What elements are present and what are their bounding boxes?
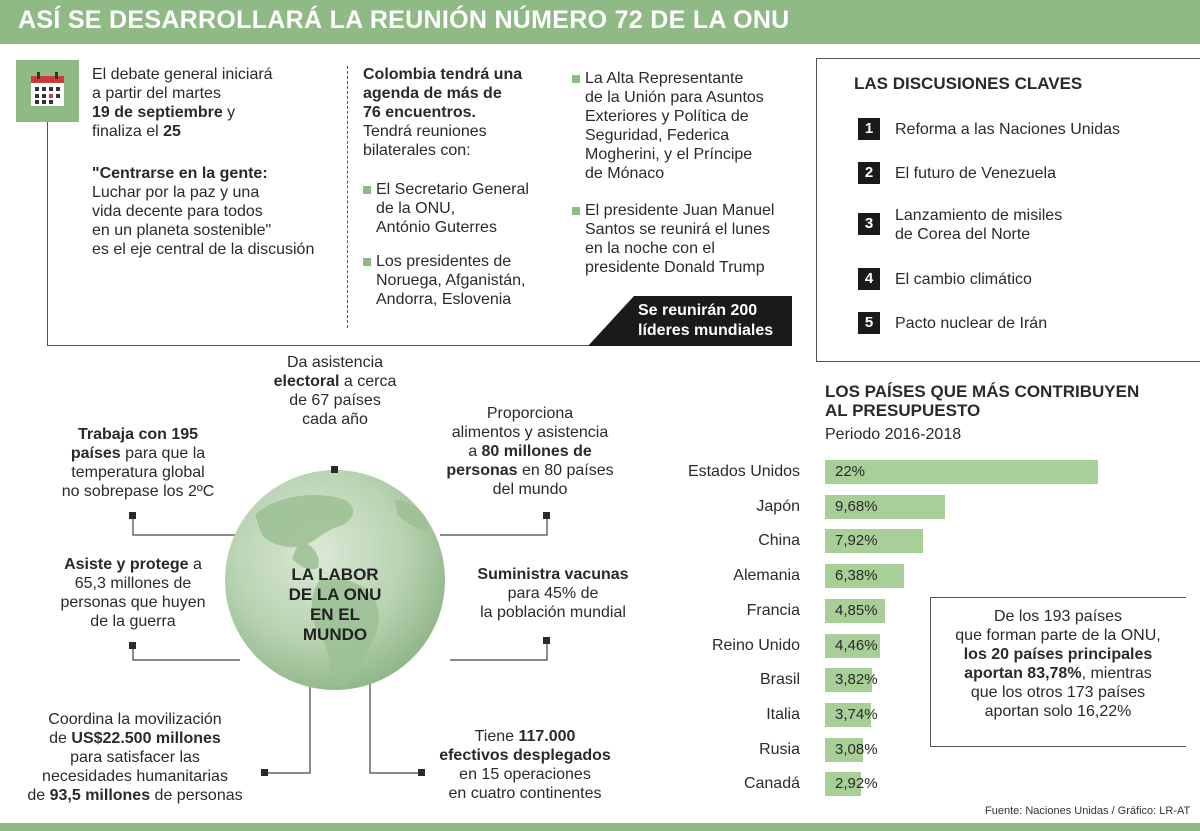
bar — [825, 634, 880, 658]
list-item-line: Noruega, Afganistán, — [376, 272, 526, 289]
fact-rest: de personas — [150, 787, 243, 804]
quote-line: es el eje central de la discusión — [92, 241, 315, 258]
list-item-line: de la Unión para Asuntos — [585, 89, 764, 106]
fact-rest: a — [468, 443, 482, 460]
agenda-line: agenda de más de — [363, 85, 502, 102]
budget-title-line: AL PRESUPUESTO — [825, 401, 981, 420]
fact-rest: para que la — [120, 445, 206, 462]
fact-line: efectivos desplegados — [439, 747, 611, 764]
agenda-line: Colombia tendrá una — [363, 66, 523, 83]
source-credit: Fuente: Naciones Unidas / Gráfico: LR-AT — [985, 805, 1191, 817]
debate-line-rest: y — [222, 104, 236, 121]
bar-value-label: 7,92% — [835, 532, 878, 550]
bar — [825, 495, 945, 519]
fact-refugees — [38, 555, 228, 631]
theme-quote — [92, 164, 342, 259]
list-item — [585, 69, 805, 183]
discussion-line: de Corea del Norte — [895, 226, 1031, 243]
fact-line — [255, 372, 415, 391]
fact-line: para satisfacer las — [70, 749, 200, 766]
fact-line — [10, 786, 260, 805]
budget-note — [933, 607, 1183, 721]
bullet-icon — [363, 186, 371, 194]
globe-label-line: DE LA ONU — [288, 585, 382, 604]
bar-value-label: 3,08% — [835, 740, 878, 758]
fact-bold: 117.000 — [518, 728, 576, 745]
discussion-line: Lanzamiento de misiles — [895, 207, 1063, 224]
note-line — [933, 664, 1183, 683]
fact-line: personas que huyen — [60, 594, 206, 611]
fact-rest: Tiene — [474, 728, 519, 745]
fact-line: cada año — [302, 411, 368, 428]
list-item — [376, 180, 556, 237]
fact-bold: 93,5 millones — [49, 787, 151, 804]
discussion-number-5: 5 — [858, 312, 880, 334]
quote-line: Luchar por la paz y una — [92, 184, 260, 201]
list-item-line: António Guterres — [376, 219, 497, 236]
fact-line: no sobrepase los 2ºC — [61, 483, 215, 500]
fact-rest: a — [188, 556, 202, 573]
bar — [825, 599, 885, 623]
bar-value-label: 22% — [835, 463, 866, 480]
fact-line: en cuatro continentes — [448, 785, 602, 802]
fact-line — [425, 727, 625, 746]
fact-rest: a cerca — [339, 373, 397, 390]
bar — [825, 460, 1098, 484]
fact-line — [48, 444, 228, 463]
fact-rest: de — [49, 730, 72, 747]
list-item-line: Mogherini, y el Príncipe — [585, 146, 753, 163]
discussion-number-3: 3 — [858, 213, 880, 235]
fact-line — [430, 442, 630, 461]
fact-humanitarian — [10, 710, 260, 805]
list-item-line: presidente Donald Trump — [585, 259, 765, 276]
list-item-line: Andorra, Eslovenia — [376, 291, 512, 308]
bar-category-label: Alemania — [733, 567, 800, 585]
globe-label-line: EN EL MUNDO — [302, 605, 368, 644]
bar — [825, 564, 904, 588]
fact-line: para 45% de — [507, 585, 599, 602]
discussion-line: El futuro de Venezuela — [895, 165, 1057, 182]
bar-category-label: Brasil — [759, 671, 800, 689]
fact-line: Trabaja con 195 — [77, 426, 199, 443]
debate-line-pre: finaliza el — [92, 123, 164, 140]
globe-label-line: LA LABOR — [291, 565, 379, 584]
bar-value-label: 4,85% — [835, 601, 878, 619]
list-item-line: Los presidentes de — [376, 253, 512, 270]
agenda-line: 76 encuentros. — [363, 104, 476, 121]
fact-rest: de — [27, 787, 50, 804]
bar-category-label: Francia — [746, 601, 800, 619]
bar-category-label: Japón — [756, 497, 800, 515]
bullet-icon — [363, 258, 371, 266]
fact-electoral — [255, 353, 415, 429]
discussion-number-2: 2 — [858, 162, 880, 184]
list-item-line: Santos se reunirá el lunes — [585, 221, 770, 238]
budget-subtitle: Periodo 2016-2018 — [825, 426, 962, 443]
bar-value-label: 4,46% — [835, 636, 878, 654]
list-item-line: de la ONU, — [376, 200, 456, 217]
discussion-number-4: 4 — [858, 268, 880, 290]
fact-line — [10, 729, 260, 748]
discussion-line: Pacto nuclear de Irán — [895, 315, 1048, 332]
bar-category-label: Canadá — [743, 775, 800, 793]
fact-rest: en 80 países — [517, 462, 614, 479]
fact-line: de 67 países — [289, 392, 381, 409]
fact-line: Coordina la movilización — [48, 711, 222, 728]
bar — [825, 668, 878, 692]
page-title: ASÍ SE DESARROLLARÁ LA REUNIÓN NÚMERO 72 DE LA ONU — [18, 6, 790, 34]
list-item — [585, 201, 805, 277]
fact-bold: electoral — [273, 373, 340, 390]
quote-line: "Centrarse en la gente: — [92, 165, 268, 182]
debate-info — [92, 65, 342, 141]
bar-category-label: Italia — [766, 705, 800, 723]
start-date: 19 de septiembre — [92, 104, 223, 121]
bar-category-label: Reino Unido — [711, 636, 800, 654]
fact-line: del mundo — [492, 481, 568, 498]
fact-line: en 15 operaciones — [459, 766, 591, 783]
list-item-line: El presidente Juan Manuel — [585, 202, 775, 219]
bar-category-label: Rusia — [759, 740, 800, 758]
bar — [825, 772, 878, 796]
discussion-item — [895, 314, 1047, 333]
fact-food — [430, 404, 630, 499]
fact-line: la población mundial — [480, 604, 626, 621]
list-item-line: El Secretario General — [376, 181, 529, 198]
fact-climate — [48, 425, 228, 501]
note-line: De los 193 países — [993, 608, 1123, 625]
fact-line — [38, 555, 228, 574]
quote-line: en un planeta sostenible" — [92, 222, 272, 239]
fact-line: Da asistencia — [286, 354, 384, 371]
discussion-line: El cambio climático — [895, 271, 1032, 288]
bar-category-label: Estados Unidos — [687, 463, 800, 480]
fact-bold: 80 millones de — [481, 443, 592, 460]
fact-line: 65,3 millones de — [74, 575, 192, 592]
calendar-icon — [16, 60, 79, 122]
dashed-divider — [347, 66, 348, 328]
note-rest: , mientras — [1081, 665, 1152, 682]
bullet-icon — [572, 207, 580, 215]
note-line: aportan solo 16,22% — [984, 703, 1132, 720]
debate-line: a partir del martes — [92, 85, 221, 102]
fact-bold: Asiste y protege — [64, 556, 189, 573]
bar — [825, 738, 878, 762]
bar-value-label: 2,92% — [835, 775, 878, 793]
frame-line-vertical — [47, 120, 48, 346]
fact-line: Suministra vacunas — [477, 566, 629, 583]
bar-value-label: 9,68% — [835, 497, 878, 515]
debate-start-date — [92, 103, 342, 122]
fact-bold: países — [70, 445, 121, 462]
bar — [825, 529, 923, 553]
discussion-item — [895, 206, 1062, 244]
fact-line — [430, 461, 630, 480]
budget-title — [825, 382, 1139, 420]
fact-line: alimentos y asistencia — [451, 424, 609, 441]
globe-label — [280, 565, 390, 645]
list-item-line: Exteriores y Política de — [585, 108, 749, 125]
bar-value-label: 3,74% — [835, 705, 878, 723]
leaders-line: líderes mundiales — [638, 322, 774, 339]
agenda-line: Tendrá reuniones — [363, 123, 487, 140]
leaders-badge — [588, 296, 792, 346]
fact-line: temperatura global — [71, 464, 205, 481]
list-item-line: de Mónaco — [585, 165, 665, 182]
bullet-icon — [572, 75, 580, 83]
quote-line: vida decente para todos — [92, 203, 263, 220]
list-item-line: en la noche con el — [585, 240, 715, 257]
discussion-item — [895, 270, 1032, 289]
bar-category-label: China — [758, 532, 800, 550]
bar-value-label: 6,38% — [835, 567, 878, 585]
discussion-line: Reforma a las Naciones Unidas — [895, 121, 1120, 138]
bar-value-label: 3,82% — [835, 671, 878, 689]
list-item-line: La Alta Representante — [585, 70, 744, 87]
end-date: 25 — [163, 123, 181, 140]
discussion-number-1: 1 — [858, 118, 880, 140]
fact-bold: personas — [446, 462, 518, 479]
note-line: que forman parte de la ONU, — [955, 627, 1161, 644]
leaders-line: Se reunirán 200 — [638, 302, 758, 319]
fact-line: necesidades humanitarias — [42, 768, 228, 785]
list-item — [376, 252, 556, 309]
bar — [825, 703, 878, 727]
debate-line: El debate general iniciará — [92, 66, 273, 83]
list-item-line: Seguridad, Federica — [585, 127, 730, 144]
debate-end-date — [92, 122, 342, 141]
note-line: los 20 países principales — [963, 646, 1153, 663]
fact-bold: US$22.500 millones — [71, 730, 221, 747]
discussion-item — [895, 120, 1120, 139]
colombia-agenda — [363, 65, 553, 160]
budget-title-line: LOS PAÍSES QUE MÁS CONTRIBUYEN — [825, 382, 1140, 401]
note-line: que los otros 173 países — [970, 684, 1146, 701]
fact-line: Proporciona — [486, 405, 574, 422]
agenda-line: bilaterales con: — [363, 142, 471, 159]
fact-troops — [425, 727, 625, 803]
discussions-title: LAS DISCUSIONES CLAVES — [854, 74, 1083, 93]
bottom-accent-bar — [0, 823, 1200, 831]
fact-line: de la guerra — [90, 613, 176, 630]
note-bold: aportan 83,78% — [964, 665, 1082, 682]
discussion-item — [895, 164, 1056, 183]
